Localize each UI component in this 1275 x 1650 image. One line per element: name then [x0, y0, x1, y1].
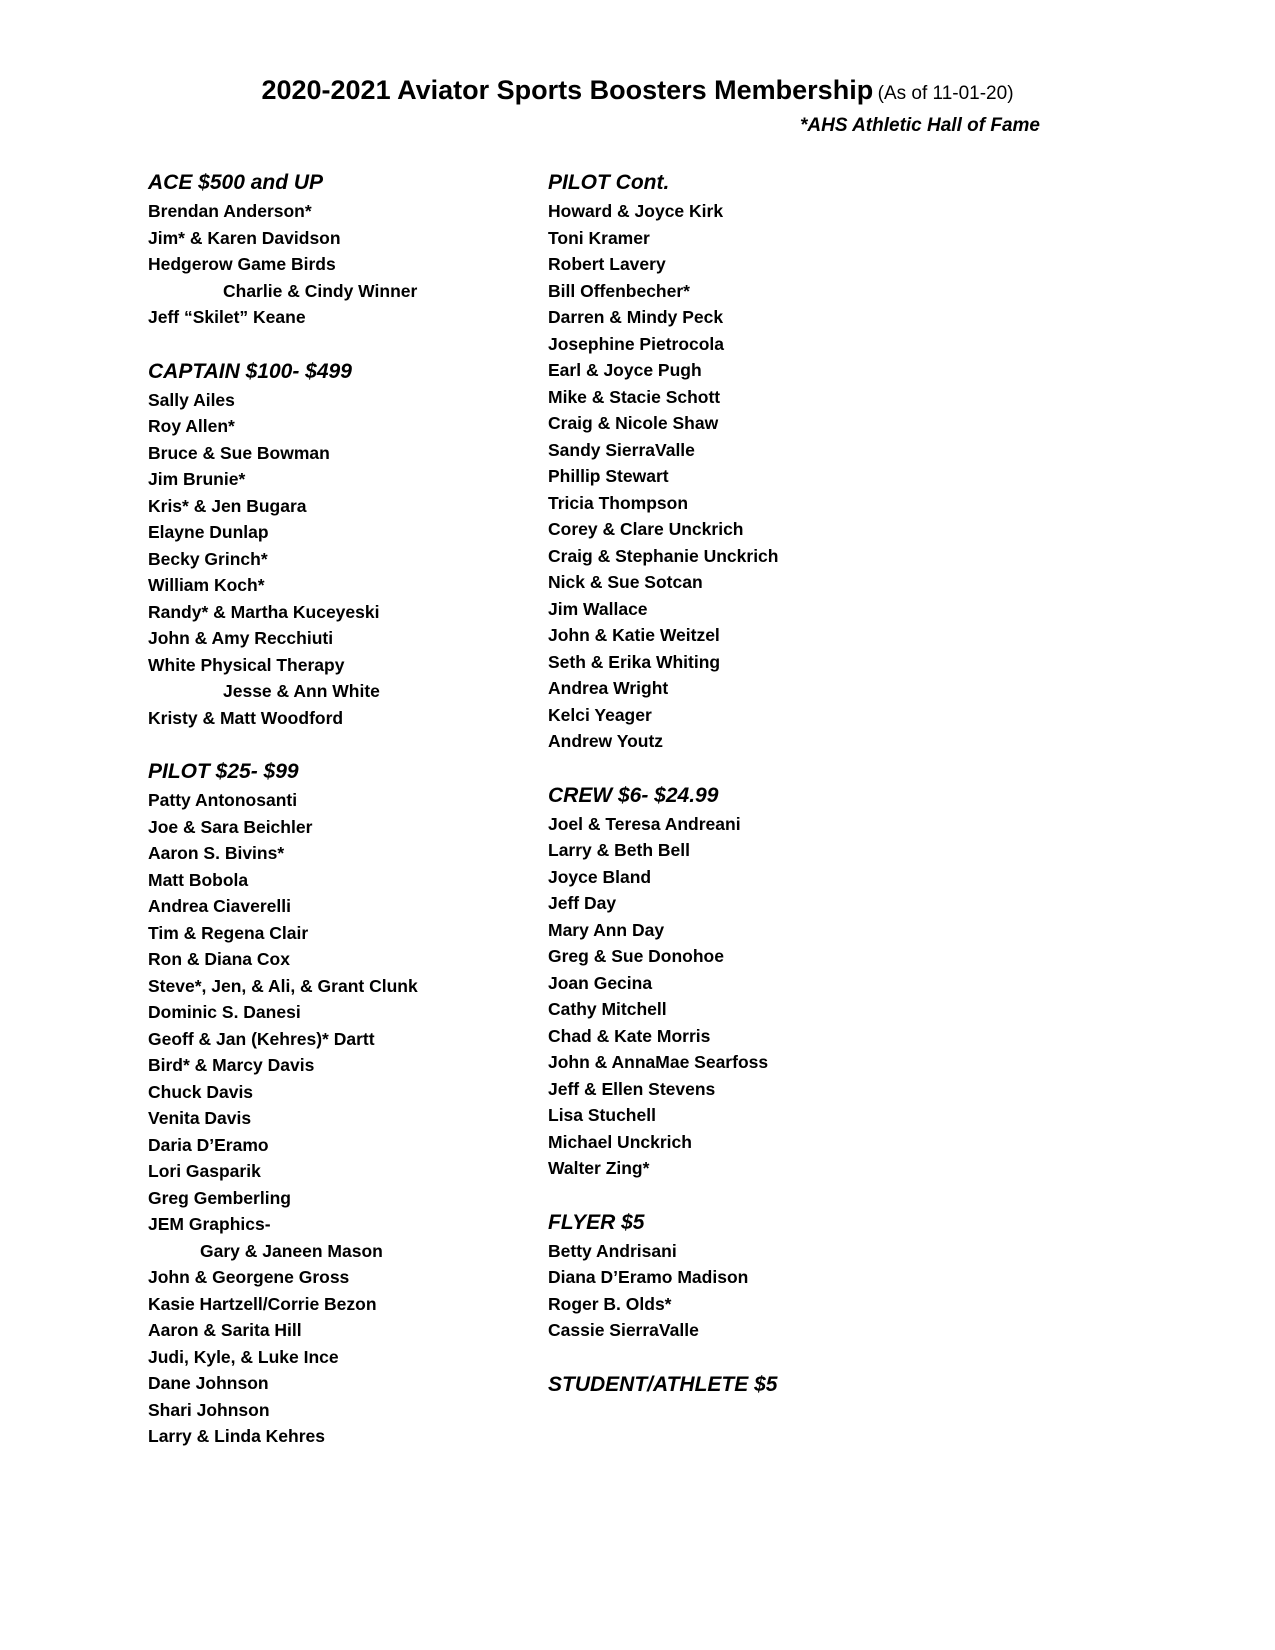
member-name: Andrea Wright — [548, 678, 669, 698]
member-name: Matt Bobola — [148, 869, 249, 890]
tier-section-pilot — [148, 757, 528, 1450]
tier-section-captain — [148, 357, 528, 732]
member-name: Craig & Nicole Shaw — [548, 413, 719, 433]
tier-heading: CAPTAIN $100- $499 — [148, 359, 352, 383]
member-name: Nick & Sue Sotcan — [548, 572, 703, 592]
right-column — [548, 168, 928, 1426]
member-name: Kelci Yeager — [548, 704, 652, 725]
member-name: Becky Grinch* — [148, 548, 268, 569]
member-name: Jesse & Ann White — [223, 681, 380, 701]
member-name: John & AnnaMae Searfoss — [548, 1052, 769, 1072]
member-name: Venita Davis — [148, 1108, 252, 1128]
member-name: Seth & Erika Whiting — [548, 651, 721, 672]
member-name: Geoff & Jan (Kehres)* Dartt — [148, 1028, 375, 1049]
member-name: Mary Ann Day — [548, 919, 665, 940]
member-name: Jeff “Skilet” Keane — [148, 307, 306, 327]
member-name: Josephine Pietrocola — [548, 333, 725, 354]
member-name: Betty Andrisani — [548, 1240, 677, 1261]
member-name: Craig & Stephanie Unckrich — [548, 545, 779, 566]
member-name: Robert Lavery — [548, 254, 666, 274]
member-name: White Physical Therapy — [148, 654, 345, 675]
member-name: Andrea Ciaverelli — [148, 896, 291, 916]
left-column — [148, 168, 528, 1476]
member-name: Jim* & Karen Davidson — [148, 227, 341, 248]
member-name: Darren & Mindy Peck — [548, 307, 724, 327]
document-title-line — [0, 75, 1275, 106]
member-name: Chuck Davis — [148, 1081, 254, 1102]
member-name: Randy* & Martha Kuceyeski — [148, 601, 380, 622]
tier-heading: PILOT Cont. — [548, 171, 670, 194]
member-name: William Koch* — [148, 575, 265, 595]
member-name: Kristy & Matt Woodford — [148, 707, 344, 728]
tier-section-flyer — [548, 1208, 928, 1344]
member-name: Bird* & Marcy Davis — [148, 1055, 315, 1075]
member-name: Greg & Sue Donohoe — [548, 946, 724, 966]
tier-heading: ACE $500 and UP — [148, 171, 324, 194]
member-name: John & Georgene Gross — [148, 1267, 350, 1287]
member-name: Elayne Dunlap — [148, 522, 269, 542]
member-name: Larry & Beth Bell — [548, 840, 690, 860]
member-name: Joel & Teresa Andreani — [548, 813, 741, 834]
member-name: Aaron S. Bivins* — [148, 843, 285, 863]
member-name: JEM Graphics- — [148, 1214, 271, 1234]
member-name: Ron & Diana Cox — [148, 949, 290, 969]
member-name: Howard & Joyce Kirk — [548, 201, 724, 221]
tier-section-pilot — [548, 168, 928, 755]
member-name: Lisa Stuchell — [548, 1105, 656, 1125]
tier-heading: FLYER $5 — [548, 1210, 645, 1234]
tier-section-ace — [148, 168, 528, 331]
member-name: Dominic S. Danesi — [148, 1002, 301, 1022]
document-title: 2020-2021 Aviator Sports Boosters Membership — [261, 75, 874, 105]
member-name: Larry & Linda Kehres — [148, 1426, 325, 1446]
member-name: Sally Ailes — [148, 389, 235, 410]
member-name: Dane Johnson — [148, 1373, 269, 1393]
member-name: Chad & Kate Morris — [548, 1025, 711, 1046]
as-of-date: (As of 11-01-20) — [877, 83, 1014, 104]
member-name: Andrew Youtz — [548, 731, 664, 751]
member-name: Corey & Clare Unckrich — [548, 519, 744, 539]
member-name: Roy Allen* — [148, 416, 235, 436]
member-name: Charlie & Cindy Winner — [223, 280, 418, 301]
member-name: Cathy Mitchell — [548, 999, 667, 1019]
member-name: Aaron & Sarita Hill — [148, 1320, 302, 1340]
member-name: Gary & Janeen Mason — [200, 1240, 383, 1261]
member-name: Kris* & Jen Bugara — [148, 495, 307, 516]
member-name: Judi, Kyle, & Luke Ince — [148, 1346, 339, 1367]
member-name: Jeff Day — [548, 893, 617, 913]
member-name: Sandy SierraValle — [548, 439, 695, 460]
member-name: Earl & Joyce Pugh — [548, 360, 702, 380]
member-name: Lori Gasparik — [148, 1161, 261, 1181]
member-name: Phillip Stewart — [548, 466, 669, 486]
member-name: Jim Wallace — [548, 598, 648, 619]
tier-heading: CREW $6- $24.99 — [548, 783, 719, 807]
tier-heading: STUDENT/ATHLETE $5 — [548, 1372, 778, 1396]
member-name: Bill Offenbecher* — [548, 280, 690, 301]
member-name: Greg Gemberling — [148, 1187, 291, 1208]
tier-heading: PILOT $25- $99 — [148, 760, 299, 783]
member-name: Toni Kramer — [548, 227, 650, 248]
member-name: Daria D’Eramo — [148, 1134, 269, 1155]
member-name: John & Amy Recchiuti — [148, 628, 334, 648]
tier-section-student-athlete — [548, 1370, 928, 1400]
member-name: Mike & Stacie Schott — [548, 386, 721, 407]
member-name: Tim & Regena Clair — [148, 922, 309, 943]
member-name: Shari Johnson — [148, 1399, 270, 1420]
member-name: Cassie SierraValle — [548, 1320, 699, 1340]
member-name: John & Katie Weitzel — [548, 625, 720, 645]
member-name: Steve*, Jen, & Ali, & Grant Clunk — [148, 975, 418, 996]
member-name: Kasie Hartzell/Corrie Bezon — [148, 1293, 377, 1314]
member-name: Roger B. Olds* — [548, 1293, 672, 1314]
member-name: Joan Gecina — [548, 972, 653, 993]
member-name: Jeff & Ellen Stevens — [548, 1078, 716, 1099]
member-name: Tricia Thompson — [548, 492, 689, 513]
member-name: Joe & Sara Beichler — [148, 816, 313, 837]
member-name: Joyce Bland — [548, 866, 652, 887]
member-name: Hedgerow Game Birds — [148, 254, 336, 274]
member-name: Bruce & Sue Bowman — [148, 442, 330, 463]
member-name: Diana D’Eramo Madison — [548, 1267, 749, 1287]
member-name: Michael Unckrich — [548, 1131, 692, 1152]
member-name: Walter Zing* — [548, 1158, 650, 1178]
member-name: Jim Brunie* — [148, 469, 246, 489]
hall-of-fame-note: *AHS Athletic Hall of Fame — [799, 115, 1040, 136]
member-name: Patty Antonosanti — [148, 790, 298, 810]
tier-section-crew — [548, 781, 928, 1182]
member-name: Brendan Anderson* — [148, 201, 312, 221]
